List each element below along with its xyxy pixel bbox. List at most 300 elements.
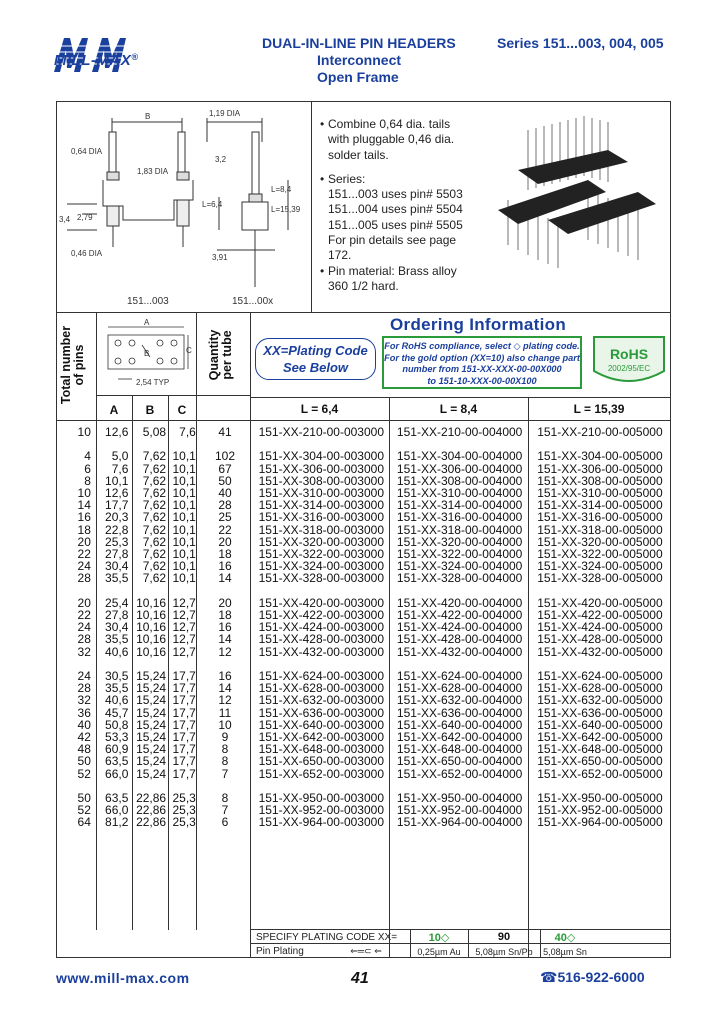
table-cell: 60,9	[105, 742, 129, 757]
table-cell: 27,8	[105, 547, 129, 562]
table-cell: 12	[218, 644, 232, 659]
table-cell: 151-XX-310-00-004000	[396, 486, 523, 500]
dim-2-79-label: 2,79	[77, 213, 93, 222]
table-cell: 151-XX-964-00-005000	[537, 815, 663, 830]
table-cell: 5,08	[142, 425, 167, 439]
table-cell: 7,62	[142, 534, 167, 549]
header-l-15-39: L = 15,39	[573, 402, 625, 416]
table-row	[56, 463, 671, 475]
table-cell: 8	[84, 473, 91, 488]
table-cell: 24	[77, 559, 91, 574]
table-cell: 151-XX-308-00-004000	[396, 473, 523, 488]
table-cell: 50	[77, 791, 91, 806]
table-cell: 151-XX-320-00-003000	[258, 534, 385, 549]
table-cell: 151-XX-952-00-003000	[258, 803, 385, 818]
table-cell: 151-XX-432-00-005000	[537, 644, 663, 659]
table-cell: 15,24	[136, 730, 167, 745]
diagram-pitch-label: 2,54 TYP	[136, 378, 170, 387]
table-cell: 10,1	[172, 559, 196, 574]
table-cell: 22	[218, 522, 232, 537]
table-cell: 151-XX-424-00-005000	[537, 620, 663, 635]
table-cell: 151-XX-428-00-003000	[258, 632, 385, 647]
table-cell: 151-XX-210-00-004000	[396, 425, 523, 439]
table-cell: 151-XX-314-00-004000	[396, 498, 523, 513]
table-cell: 64	[77, 815, 91, 830]
table-cell: 67	[218, 461, 232, 476]
table-cell: 151-XX-432-00-003000	[258, 644, 385, 659]
table-cell: 151-XX-322-00-005000	[537, 547, 663, 562]
table-cell: 17,7	[172, 766, 196, 781]
table-row	[56, 646, 671, 658]
plating-bottom-line	[56, 957, 671, 958]
plating-code-10: 10◇	[428, 932, 450, 944]
table-cell: 20	[218, 534, 232, 549]
table-cell: 151-XX-632-00-004000	[396, 693, 523, 708]
table-cell: 8	[221, 742, 229, 757]
table-row	[56, 768, 671, 780]
table-cell: 151-XX-306-00-004000	[396, 461, 523, 476]
table-row	[56, 694, 671, 706]
table-cell: 7,62	[142, 486, 167, 500]
table-cell: 10,1	[172, 473, 196, 488]
table-cell: 151-XX-652-00-005000	[537, 766, 663, 781]
table-cell: 36	[77, 705, 91, 720]
table-cell: 28	[77, 571, 91, 586]
table-cell: 15,24	[136, 766, 167, 781]
table-cell: 10,1	[105, 473, 129, 488]
table-cell: 12,7	[172, 644, 196, 659]
technical-drawing	[57, 102, 311, 312]
table-cell: 52	[77, 766, 91, 781]
table-cell: 10,1	[172, 534, 196, 549]
table-cell: 151-XX-314-00-003000	[258, 498, 385, 513]
dim-1-19-label: 1,19 DIA	[209, 109, 241, 118]
page-title: DUAL-IN-LINE PIN HEADERS	[262, 35, 456, 51]
phone-icon: ☎	[540, 969, 558, 985]
table-cell: 17,7	[172, 730, 196, 745]
table-cell: 32	[77, 644, 91, 659]
table-header-line	[96, 395, 250, 396]
table-cell: 7,62	[142, 461, 167, 476]
table-cell: 7,62	[142, 498, 167, 513]
table-cell: 25,3	[172, 803, 196, 818]
table-cell: 7	[221, 766, 229, 781]
table-cell: 10,16	[136, 595, 167, 610]
table-cell: 151-XX-640-00-003000	[258, 717, 385, 732]
table-cell: 151-XX-950-00-005000	[537, 791, 663, 806]
table-row	[56, 426, 671, 438]
table-cell: 22,8	[105, 522, 129, 537]
rohs-badge-text: RoHS	[609, 346, 649, 362]
table-cell: 5,0	[111, 449, 129, 464]
table-cell: 151-XX-318-00-003000	[258, 522, 385, 537]
table-cell: 14	[218, 681, 232, 696]
table-cell: 12,7	[172, 632, 196, 647]
table-cell: 10,1	[172, 571, 196, 586]
table-cell: 151-XX-420-00-005000	[537, 595, 663, 610]
table-cell: 151-XX-310-00-005000	[537, 486, 663, 500]
dim-l-8-4-label: L=8,4	[271, 185, 292, 194]
table-cell: 151-XX-324-00-005000	[537, 559, 663, 574]
plating-top-line	[250, 929, 671, 930]
table-cell: 12	[218, 693, 232, 708]
table-cell: 22	[77, 608, 91, 623]
table-cell: 151-XX-422-00-003000	[258, 608, 385, 623]
table-cell: 45,7	[105, 705, 129, 720]
table-cell: 151-XX-628-00-005000	[537, 681, 663, 696]
table-cell: 151-XX-210-00-005000	[537, 425, 663, 439]
table-cell: 25,4	[105, 595, 129, 610]
finish-tin: 5,08µm Sn	[543, 947, 587, 957]
table-cell: 35,5	[105, 571, 129, 586]
table-cell: 10,1	[172, 486, 196, 500]
diagram-a-label: A	[144, 318, 150, 327]
table-cell: 15,24	[136, 681, 167, 696]
table-cell: 151-XX-628-00-003000	[258, 681, 385, 696]
table-cell: 11	[218, 705, 232, 720]
table-cell: 7,62	[142, 449, 167, 464]
table-cell: 25,3	[105, 534, 129, 549]
header-a: A	[109, 403, 119, 417]
table-cell: 10,16	[136, 632, 167, 647]
product-photo	[488, 110, 668, 280]
pin-layout-diagram	[98, 317, 194, 393]
table-cell: 63,5	[105, 791, 129, 806]
table-cell: 63,5	[105, 754, 129, 769]
table-cell: 22,86	[136, 803, 167, 818]
table-cell: 151-XX-308-00-005000	[537, 473, 663, 488]
table-cell: 25	[218, 510, 232, 525]
table-cell: 12,7	[172, 595, 196, 610]
header-total-pins: Total number of pins	[59, 325, 86, 405]
table-cell: 53,3	[105, 730, 129, 745]
table-cell: 151-XX-640-00-004000	[396, 717, 523, 732]
table-cell: 15,24	[136, 669, 167, 684]
rohs-badge	[590, 331, 668, 389]
plating-code-90: 90	[497, 931, 511, 943]
table-cell: 22	[77, 547, 91, 562]
table-cell: 151-XX-328-00-005000	[537, 571, 663, 586]
drawing-label-left: 151...003	[127, 296, 169, 307]
page-number: 41	[351, 970, 369, 987]
table-cell: 41	[218, 425, 232, 439]
page-subtitle-open-frame: Open Frame	[317, 69, 399, 85]
table-cell: 151-XX-624-00-005000	[537, 669, 663, 684]
table-cell: 151-XX-964-00-003000	[258, 815, 385, 830]
table-cell: 20	[77, 595, 91, 610]
table-cell: 10,1	[172, 461, 196, 476]
table-cell: 81,2	[105, 815, 129, 830]
table-cell: 30,5	[105, 669, 129, 684]
table-cell: 151-XX-424-00-003000	[258, 620, 385, 635]
pin-plating-label: Pin Plating	[256, 946, 304, 957]
table-cell: 27,8	[105, 608, 129, 623]
table-cell: 17,7	[172, 742, 196, 757]
table-cell: 50,8	[105, 717, 129, 732]
table-cell: 7	[221, 803, 229, 818]
dim-0-46-label: 0,46 DIA	[71, 249, 103, 258]
table-cell: 151-XX-316-00-004000	[396, 510, 523, 525]
table-row	[56, 816, 671, 828]
dim-1-83-label: 1,83 DIA	[137, 167, 169, 176]
table-cell: 151-XX-628-00-004000	[396, 681, 523, 696]
ordering-table	[56, 426, 671, 829]
table-cell: 151-XX-624-00-003000	[258, 669, 385, 684]
table-cell: 151-XX-636-00-004000	[396, 705, 523, 720]
table-cell: 151-XX-428-00-005000	[537, 632, 663, 647]
table-header-bottom	[56, 420, 671, 421]
table-cell: 9	[221, 730, 229, 745]
feature-item-material: • Pin material: Brass alloy 360 1/2 hard.	[320, 263, 457, 293]
table-cell: 40,6	[105, 644, 129, 659]
table-cell: 16	[218, 620, 232, 635]
header-l-6-4: L = 6,4	[300, 402, 339, 416]
table-cell: 6	[221, 815, 229, 830]
group-spacer	[56, 585, 671, 597]
table-row	[56, 511, 671, 523]
table-cell: 8	[221, 754, 229, 769]
table-cell: 20	[218, 595, 232, 610]
product-info-divider	[311, 101, 312, 313]
table-cell: 50	[77, 754, 91, 769]
table-cell: 7,62	[142, 510, 167, 525]
header-quantity: Quantity per tube	[207, 329, 234, 381]
table-cell: 10	[218, 717, 232, 732]
table-cell: 151-XX-424-00-004000	[396, 620, 523, 635]
table-cell: 10,1	[172, 547, 196, 562]
header-c: C	[177, 403, 187, 417]
table-cell: 151-XX-322-00-003000	[258, 547, 385, 562]
table-cell: 151-XX-648-00-004000	[396, 742, 523, 757]
plating-code-note: XX=Plating Code See Below	[255, 338, 376, 380]
table-cell: 16	[218, 669, 232, 684]
table-cell: 30,4	[105, 559, 129, 574]
table-cell: 151-XX-952-00-005000	[537, 803, 663, 818]
dim-0-64-label: 0,64 DIA	[71, 147, 103, 156]
table-cell: 151-XX-950-00-004000	[396, 791, 523, 806]
table-cell: 151-XX-318-00-005000	[537, 522, 663, 537]
page-subtitle-interconnect: Interconnect	[317, 52, 402, 68]
feature-list	[320, 117, 490, 294]
table-cell: 12,7	[172, 620, 196, 635]
table-cell: 151-XX-632-00-005000	[537, 693, 663, 708]
footer-phone: ☎516-922-6000	[540, 969, 645, 985]
table-cell: 17,7	[172, 754, 196, 769]
table-row	[56, 524, 671, 536]
table-cell: 35,5	[105, 681, 129, 696]
table-cell: 40	[218, 486, 232, 500]
pin-plating-symbol: ⇐═⊂ ⇐	[350, 946, 382, 956]
table-cell: 151-XX-328-00-003000	[258, 571, 385, 586]
table-cell: 28	[218, 498, 232, 513]
dim-3-91-label: 3,91	[212, 253, 228, 262]
table-cell: 10	[77, 486, 91, 500]
table-cell: 15,24	[136, 717, 167, 732]
table-cell: 7,62	[142, 559, 167, 574]
table-cell: 151-XX-306-00-005000	[537, 461, 663, 476]
table-cell: 151-XX-324-00-004000	[396, 559, 523, 574]
table-cell: 151-XX-650-00-005000	[537, 754, 663, 769]
table-cell: 12,6	[105, 425, 129, 439]
table-cell: 40	[77, 717, 91, 732]
table-cell: 151-XX-320-00-005000	[537, 534, 663, 549]
series-label: Series 151...003, 004, 005	[497, 35, 664, 51]
table-cell: 10,16	[136, 644, 167, 659]
table-header-line-l	[250, 397, 670, 398]
table-cell: 12,6	[105, 486, 129, 500]
table-cell: 28	[77, 681, 91, 696]
table-cell: 151-XX-640-00-005000	[537, 717, 663, 732]
table-cell: 151-XX-952-00-004000	[396, 803, 523, 818]
header-b: B	[145, 403, 155, 417]
table-cell: 48	[77, 742, 91, 757]
table-cell: 151-XX-428-00-004000	[396, 632, 523, 647]
table-cell: 16	[77, 510, 91, 525]
table-cell: 10	[77, 425, 91, 439]
table-cell: 151-XX-210-00-003000	[258, 425, 385, 439]
table-cell: 10,16	[136, 608, 167, 623]
table-cell: 42	[77, 730, 91, 745]
table-cell: 52	[77, 803, 91, 818]
table-cell: 15,24	[136, 705, 167, 720]
table-cell: 18	[218, 547, 232, 562]
table-cell: 17,7	[105, 498, 129, 513]
table-cell: 7,6	[179, 425, 196, 439]
table-cell: 17,7	[172, 693, 196, 708]
table-cell: 22,86	[136, 815, 167, 830]
table-cell: 7,62	[142, 473, 167, 488]
table-cell: 10,1	[172, 449, 196, 464]
table-cell: 10,1	[172, 522, 196, 537]
table-cell: 14	[218, 632, 232, 647]
table-cell: 151-XX-642-00-005000	[537, 730, 663, 745]
footer-url[interactable]: www.mill-max.com	[56, 970, 190, 986]
specify-plating-label: SPECIFY PLATING CODE XX=	[256, 932, 398, 943]
table-row	[56, 450, 671, 462]
table-cell: 10,1	[172, 510, 196, 525]
table-cell: 151-XX-432-00-004000	[396, 644, 523, 659]
table-cell: 30,4	[105, 620, 129, 635]
table-cell: 151-XX-304-00-005000	[537, 449, 663, 464]
table-cell: 4	[84, 449, 91, 464]
dim-l-15-39-label: L=15,39	[271, 205, 301, 214]
table-row	[56, 633, 671, 645]
table-cell: 151-XX-308-00-003000	[258, 473, 385, 488]
table-cell: 151-XX-648-00-005000	[537, 742, 663, 757]
table-cell: 102	[214, 449, 235, 464]
table-cell: 10,1	[172, 498, 196, 513]
table-cell: 151-XX-304-00-004000	[396, 449, 523, 464]
table-cell: 151-XX-306-00-003000	[258, 461, 385, 476]
table-cell: 151-XX-650-00-004000	[396, 754, 523, 769]
table-cell: 17,7	[172, 681, 196, 696]
table-cell: 17,7	[172, 705, 196, 720]
table-cell: 10,16	[136, 620, 167, 635]
diagram-c-label: C	[186, 346, 192, 355]
table-cell: 151-XX-648-00-003000	[258, 742, 385, 757]
table-cell: 15,24	[136, 693, 167, 708]
table-cell: 151-XX-316-00-005000	[537, 510, 663, 525]
table-cell: 20,3	[105, 510, 129, 525]
table-cell: 14	[218, 571, 232, 586]
table-cell: 151-XX-950-00-003000	[258, 791, 385, 806]
table-cell: 40,6	[105, 693, 129, 708]
table-cell: 25,3	[172, 791, 196, 806]
table-row	[56, 707, 671, 719]
table-cell: 18	[218, 608, 232, 623]
feature-item-tails: • Combine 0,64 dia. tails with pluggable 0,46 dia. solder tails.	[320, 117, 455, 162]
table-cell: 151-XX-632-00-003000	[258, 693, 385, 708]
ordering-title: Ordering Information	[390, 315, 566, 334]
table-cell: 15,24	[136, 754, 167, 769]
dim-3-4-label: 3,4	[59, 215, 71, 224]
table-cell: 151-XX-420-00-003000	[258, 595, 385, 610]
dim-b-label: B	[145, 112, 151, 121]
table-cell: 7,62	[142, 522, 167, 537]
table-cell: 151-XX-422-00-004000	[396, 608, 523, 623]
table-cell: 151-XX-320-00-004000	[396, 534, 523, 549]
table-cell: 22,86	[136, 791, 167, 806]
table-cell: 151-XX-964-00-004000	[396, 815, 523, 830]
table-cell: 18	[77, 522, 91, 537]
table-cell: 151-XX-642-00-004000	[396, 730, 523, 745]
table-cell: 151-XX-636-00-003000	[258, 705, 385, 720]
table-cell: 32	[77, 693, 91, 708]
dim-l-6-4-label: L=6,4	[202, 200, 223, 209]
rohs-compliance-note: For RoHS compliance, select ◇ plating code. For the gold option (XX=10) also change part number from 151-XX-XXX-00-00X000 to 151-10-XXX-00-00X100	[382, 336, 582, 389]
diagram-b-label: B	[144, 349, 150, 358]
finish-gold: 0,25µm Au	[417, 947, 461, 957]
table-cell: 151-XX-652-00-004000	[396, 766, 523, 781]
table-cell: 66,0	[105, 803, 129, 818]
table-cell: 7,62	[142, 571, 167, 586]
table-cell: 28	[77, 632, 91, 647]
table-cell: 151-XX-314-00-005000	[537, 498, 663, 513]
table-cell: 24	[77, 669, 91, 684]
table-cell: 14	[77, 498, 91, 513]
table-cell: 16	[218, 559, 232, 574]
table-cell: 151-XX-652-00-003000	[258, 766, 385, 781]
feature-item-series: • Series: 151...003 uses pin# 5503 151...004 uses pin# 5504 151...005 uses pin# 5505 For pin details see page 172.	[320, 171, 463, 263]
table-cell: 151-XX-316-00-003000	[258, 510, 385, 525]
table-cell: 151-XX-636-00-005000	[537, 705, 663, 720]
table-cell: 151-XX-642-00-003000	[258, 730, 385, 745]
table-cell: 7,6	[111, 461, 129, 476]
rohs-badge-sub: 2002/95/EC	[607, 364, 651, 373]
table-cell: 151-XX-328-00-004000	[396, 571, 523, 586]
table-cell: 17,7	[172, 717, 196, 732]
brand-name: MILL-MAX®	[54, 52, 139, 69]
table-cell: 151-XX-650-00-003000	[258, 754, 385, 769]
table-cell: 24	[77, 620, 91, 635]
table-cell: 151-XX-304-00-003000	[258, 449, 385, 464]
table-row	[56, 755, 671, 767]
table-cell: 151-XX-624-00-004000	[396, 669, 523, 684]
table-cell: 50	[218, 473, 232, 488]
table-cell: 17,7	[172, 669, 196, 684]
drawing-label-right: 151...00x	[232, 296, 274, 307]
plating-code-40: 40◇	[554, 932, 576, 944]
table-cell: 35,5	[105, 632, 129, 647]
table-row	[56, 572, 671, 584]
table-cell: 151-XX-322-00-004000	[396, 547, 523, 562]
table-cell: 151-XX-422-00-005000	[537, 608, 663, 623]
header-l-8-4: L = 8,4	[439, 402, 478, 416]
table-cell: 151-XX-324-00-003000	[258, 559, 385, 574]
table-cell: 15,24	[136, 742, 167, 757]
table-cell: 25,3	[172, 815, 196, 830]
table-cell: 7,62	[142, 547, 167, 562]
